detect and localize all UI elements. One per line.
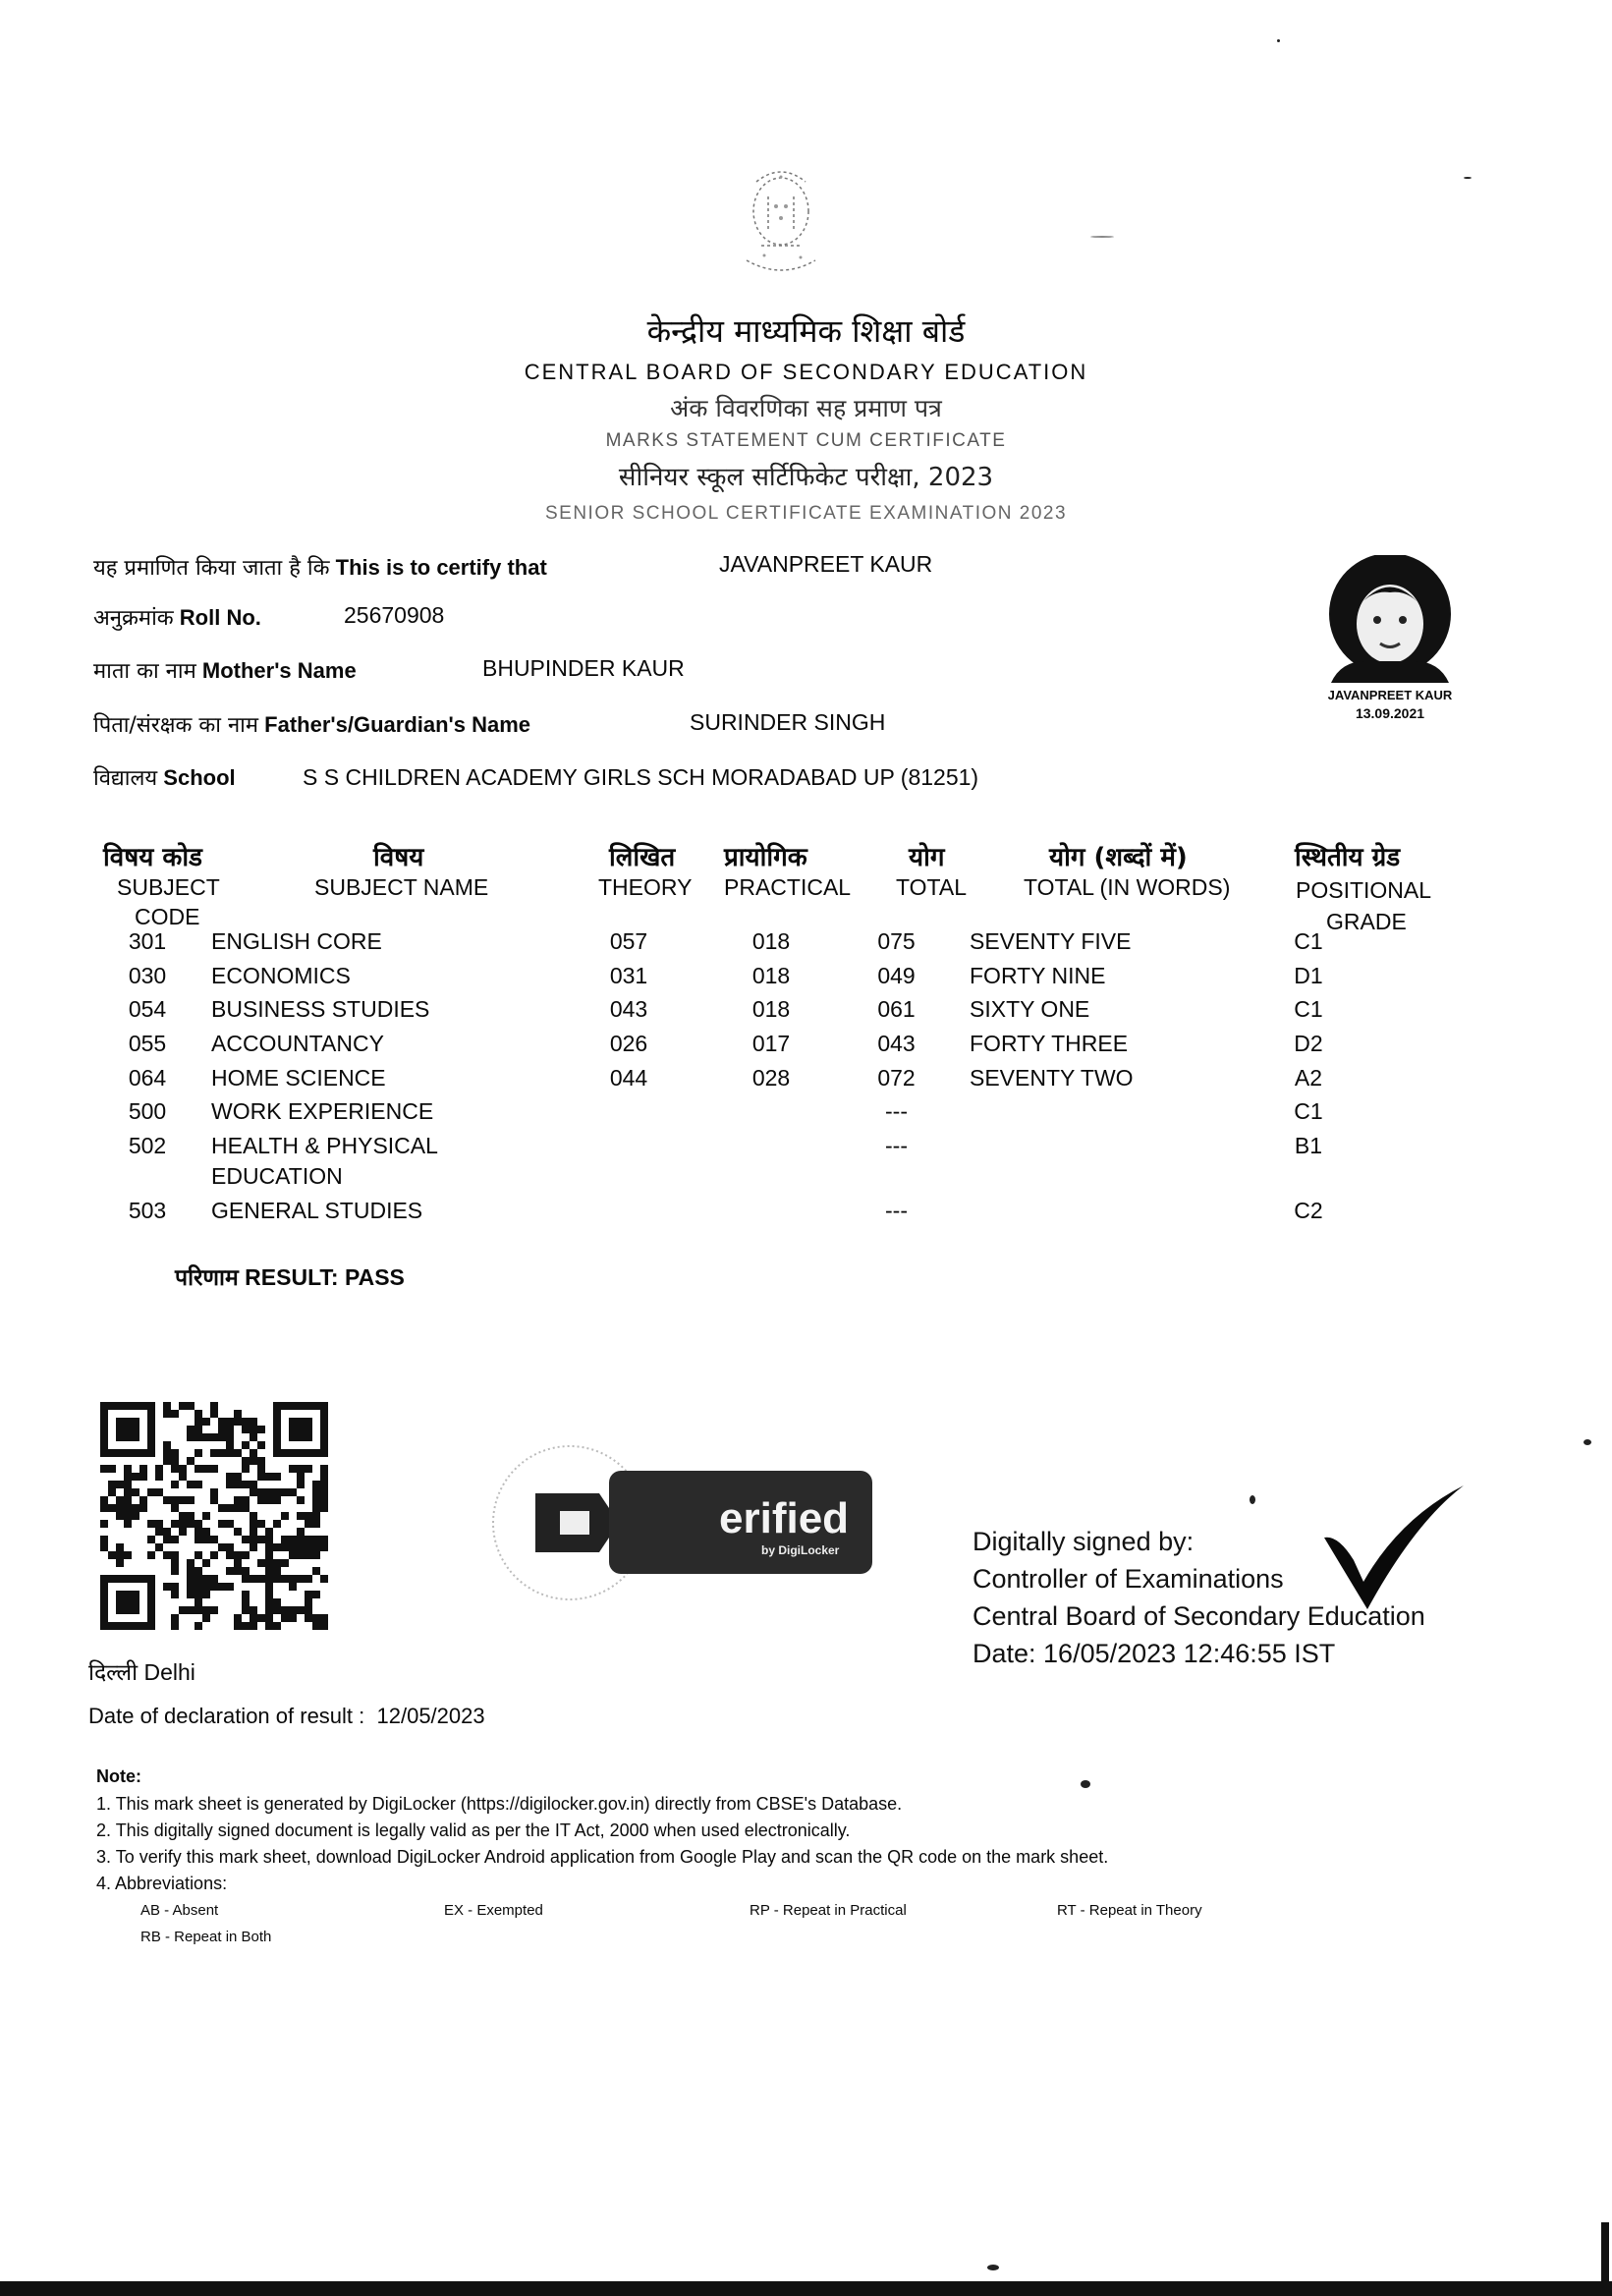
practical-marks: 017: [751, 1031, 791, 1057]
header-code-hindi: विषय कोड: [103, 843, 202, 872]
note-item: 3. To verify this mark sheet, download DigiLocker Android application from Google Play and scan the QR code on the mark sheet.: [96, 1847, 1109, 1867]
total-marks: ---: [885, 1133, 908, 1159]
positional-grade: C1: [1294, 1098, 1323, 1125]
subject-code: 301: [128, 928, 167, 954]
subject-name: BUSINESS STUDIES: [211, 996, 430, 1023]
header-practical-hindi: प्रायोगिक: [724, 843, 807, 872]
total-marks: ---: [885, 1098, 908, 1125]
abbreviation: RB - Repeat in Both: [140, 1929, 272, 1945]
father-label: पिता/संरक्षक का नाम Father's/Guardian's Name: [93, 712, 531, 738]
document-title-english: MARKS STATEMENT CUM CERTIFICATE: [605, 430, 1007, 451]
board-name-hindi: केन्द्रीय माध्यमिक शिक्षा बोर्ड: [646, 312, 966, 350]
header-total-hindi: योग: [909, 843, 945, 872]
note-item: 1. This mark sheet is generated by DigiLocker (https://digilocker.gov.in) directly from CBSE's Database.: [96, 1794, 903, 1814]
table-row: [88, 1031, 1382, 1065]
practical-marks: 028: [751, 1064, 791, 1091]
theory-marks: 043: [609, 996, 648, 1023]
positional-grade: C1: [1294, 928, 1323, 954]
header-subject-name: SUBJECT NAME: [314, 874, 489, 900]
subject-name: GENERAL STUDIES: [211, 1198, 423, 1224]
scan-border: [0, 2281, 1612, 2296]
subject-name: [206, 1133, 560, 1198]
national-emblem-icon: [707, 157, 855, 290]
scan-speck: [987, 2265, 999, 2270]
positional-grade: D1: [1294, 962, 1323, 988]
result-line: परिणाम RESULT: PASS: [175, 1264, 405, 1291]
total-marks: 072: [877, 1064, 916, 1091]
subject-code: 030: [128, 962, 167, 988]
practical-marks: [697, 1133, 845, 1198]
header-practical: PRACTICAL: [724, 874, 852, 900]
scan-speck: [1584, 1439, 1591, 1445]
positional-grade: B1: [1294, 1133, 1323, 1159]
abbreviation: RT - Repeat in Theory: [1057, 1902, 1202, 1919]
subject-code: 503: [128, 1198, 167, 1224]
photo-caption-date: 13.09.2021: [1355, 705, 1425, 721]
table-row: [88, 1098, 1382, 1133]
roll-label: अनुक्रमांक Roll No.: [93, 605, 261, 631]
scan-speck: [1464, 177, 1472, 179]
header-subject-hindi: विषय: [373, 843, 424, 872]
total-in-words: SIXTY ONE: [970, 996, 1090, 1023]
total-in-words: [948, 1198, 1235, 1232]
theory-marks: [560, 1198, 697, 1232]
practical-marks: 018: [751, 996, 791, 1023]
badge-text: erified: [719, 1494, 850, 1542]
header-words: TOTAL (IN WORDS): [1024, 874, 1231, 900]
header-grade-hindi: स्थितीय ग्रेड: [1295, 843, 1401, 872]
total-marks: 061: [877, 996, 916, 1023]
total-in-words: [948, 1098, 1235, 1133]
qr-code-icon[interactable]: [100, 1402, 328, 1630]
marks-table: [88, 928, 1382, 1232]
candidate-name: JAVANPREET KAUR: [719, 551, 933, 577]
candidate-photo: [1321, 555, 1459, 683]
practical-marks: [697, 1198, 845, 1232]
declaration-date: 12/05/2023: [376, 1704, 485, 1728]
header-total: TOTAL: [896, 874, 967, 900]
positional-grade: D2: [1294, 1031, 1323, 1057]
header-theory-hindi: लिखित: [609, 843, 676, 872]
theory-marks: [560, 1098, 697, 1133]
subject-name: ECONOMICS: [211, 962, 351, 988]
abbreviation: RP - Repeat in Practical: [750, 1902, 907, 1919]
subject-name-line-2: EDUCATION: [211, 1163, 343, 1190]
result-value: PASS: [344, 1264, 405, 1290]
table-row: [88, 1133, 1382, 1198]
theory-marks: [560, 1133, 697, 1198]
document-title-hindi: अंक विवरणिका सह प्रमाण पत्र: [670, 394, 942, 422]
exam-name-english: SENIOR SCHOOL CERTIFICATE EXAMINATION 2023: [544, 503, 1068, 524]
subject-name: ENGLISH CORE: [211, 928, 382, 954]
school-label: विद्यालय School: [93, 765, 236, 791]
header-grade: POSITIONAL: [1296, 877, 1432, 903]
scan-speck: [1277, 39, 1280, 42]
note-title: Note:: [96, 1766, 141, 1786]
total-marks: 043: [877, 1031, 916, 1057]
table-row: [88, 928, 1382, 963]
father-name: SURINDER SINGH: [690, 709, 886, 735]
total-marks: 075: [877, 928, 916, 954]
table-row: [88, 996, 1382, 1031]
roll-number: 25670908: [344, 602, 445, 628]
abbreviation: EX - Exempted: [444, 1902, 543, 1919]
subject-name: HOME SCIENCE: [211, 1064, 386, 1091]
total-in-words: SEVENTY TWO: [970, 1064, 1134, 1091]
theory-marks: 044: [609, 1064, 648, 1091]
header-words-hindi: योग (शब्दों में): [1049, 843, 1188, 872]
theory-marks: 031: [609, 962, 648, 988]
digilocker-verified-badge: [491, 1444, 879, 1601]
positional-grade: C2: [1294, 1198, 1323, 1224]
note-item: 4. Abbreviations:: [96, 1874, 228, 1893]
subject-code: 502: [128, 1133, 167, 1159]
total-in-words: SEVENTY FIVE: [970, 928, 1132, 954]
table-row: [88, 1198, 1382, 1232]
total-marks: 049: [877, 962, 916, 988]
school-name: S S CHILDREN ACADEMY GIRLS SCH MORADABAD UP (81251): [303, 764, 979, 790]
header-code: SUBJECT: [117, 874, 220, 900]
header-grade-2: GRADE: [1326, 909, 1407, 934]
header-code-2: CODE: [135, 904, 200, 929]
table-row: [88, 1065, 1382, 1099]
subject-code: 055: [128, 1031, 167, 1057]
scan-speck: [1250, 1495, 1255, 1504]
digital-signature-text: Digitally signed by: Controller of Examinations Central Board of Secondary Education Date: 16/05/2023 12:46:55 IST: [973, 1527, 1425, 1668]
positional-grade: A2: [1294, 1064, 1323, 1091]
subject-name-line-1: HEALTH & PHYSICAL: [211, 1133, 438, 1159]
subject-name: ACCOUNTANCY: [211, 1031, 384, 1057]
certify-label: यह प्रमाणित किया जाता है कि This is to certify that: [93, 555, 547, 581]
subject-code: 064: [128, 1064, 167, 1091]
total-in-words: [948, 1133, 1235, 1198]
theory-marks: 057: [609, 928, 648, 954]
mother-label: माता का नाम Mother's Name: [93, 658, 357, 684]
subject-code: 054: [128, 996, 167, 1023]
note-item: 2. This digitally signed document is legally valid as per the IT Act, 2000 when used electronically.: [96, 1820, 851, 1840]
abbreviation: AB - Absent: [140, 1902, 219, 1919]
total-marks: ---: [885, 1198, 908, 1224]
total-in-words: FORTY NINE: [970, 962, 1106, 988]
mother-name: BHUPINDER KAUR: [482, 655, 685, 681]
scan-speck: [1081, 1780, 1090, 1788]
board-name-english: CENTRAL BOARD OF SECONDARY EDUCATION: [524, 360, 1088, 384]
place: दिल्ली Delhi: [88, 1659, 195, 1686]
badge-sub: by DigiLocker: [761, 1543, 840, 1557]
theory-marks: 026: [609, 1031, 648, 1057]
practical-marks: [697, 1098, 845, 1133]
scan-speck: [1090, 236, 1114, 238]
practical-marks: 018: [751, 928, 791, 954]
declaration-date-line: Date of declaration of result : 12/05/2023: [88, 1704, 485, 1728]
photo-caption-name: JAVANPREET KAUR: [1327, 688, 1453, 702]
subject-name: WORK EXPERIENCE: [211, 1098, 434, 1125]
positional-grade: C1: [1294, 996, 1323, 1023]
table-row: [88, 963, 1382, 997]
exam-name-hindi: सीनियर स्कूल सर्टिफिकेट परीक्षा, 2023: [618, 463, 994, 492]
scan-border: [1601, 2222, 1609, 2281]
practical-marks: 018: [751, 962, 791, 988]
total-in-words: FORTY THREE: [970, 1031, 1129, 1057]
checkmark-icon: [1316, 1484, 1473, 1611]
subject-code: 500: [128, 1098, 167, 1125]
header-theory: THEORY: [598, 874, 693, 900]
